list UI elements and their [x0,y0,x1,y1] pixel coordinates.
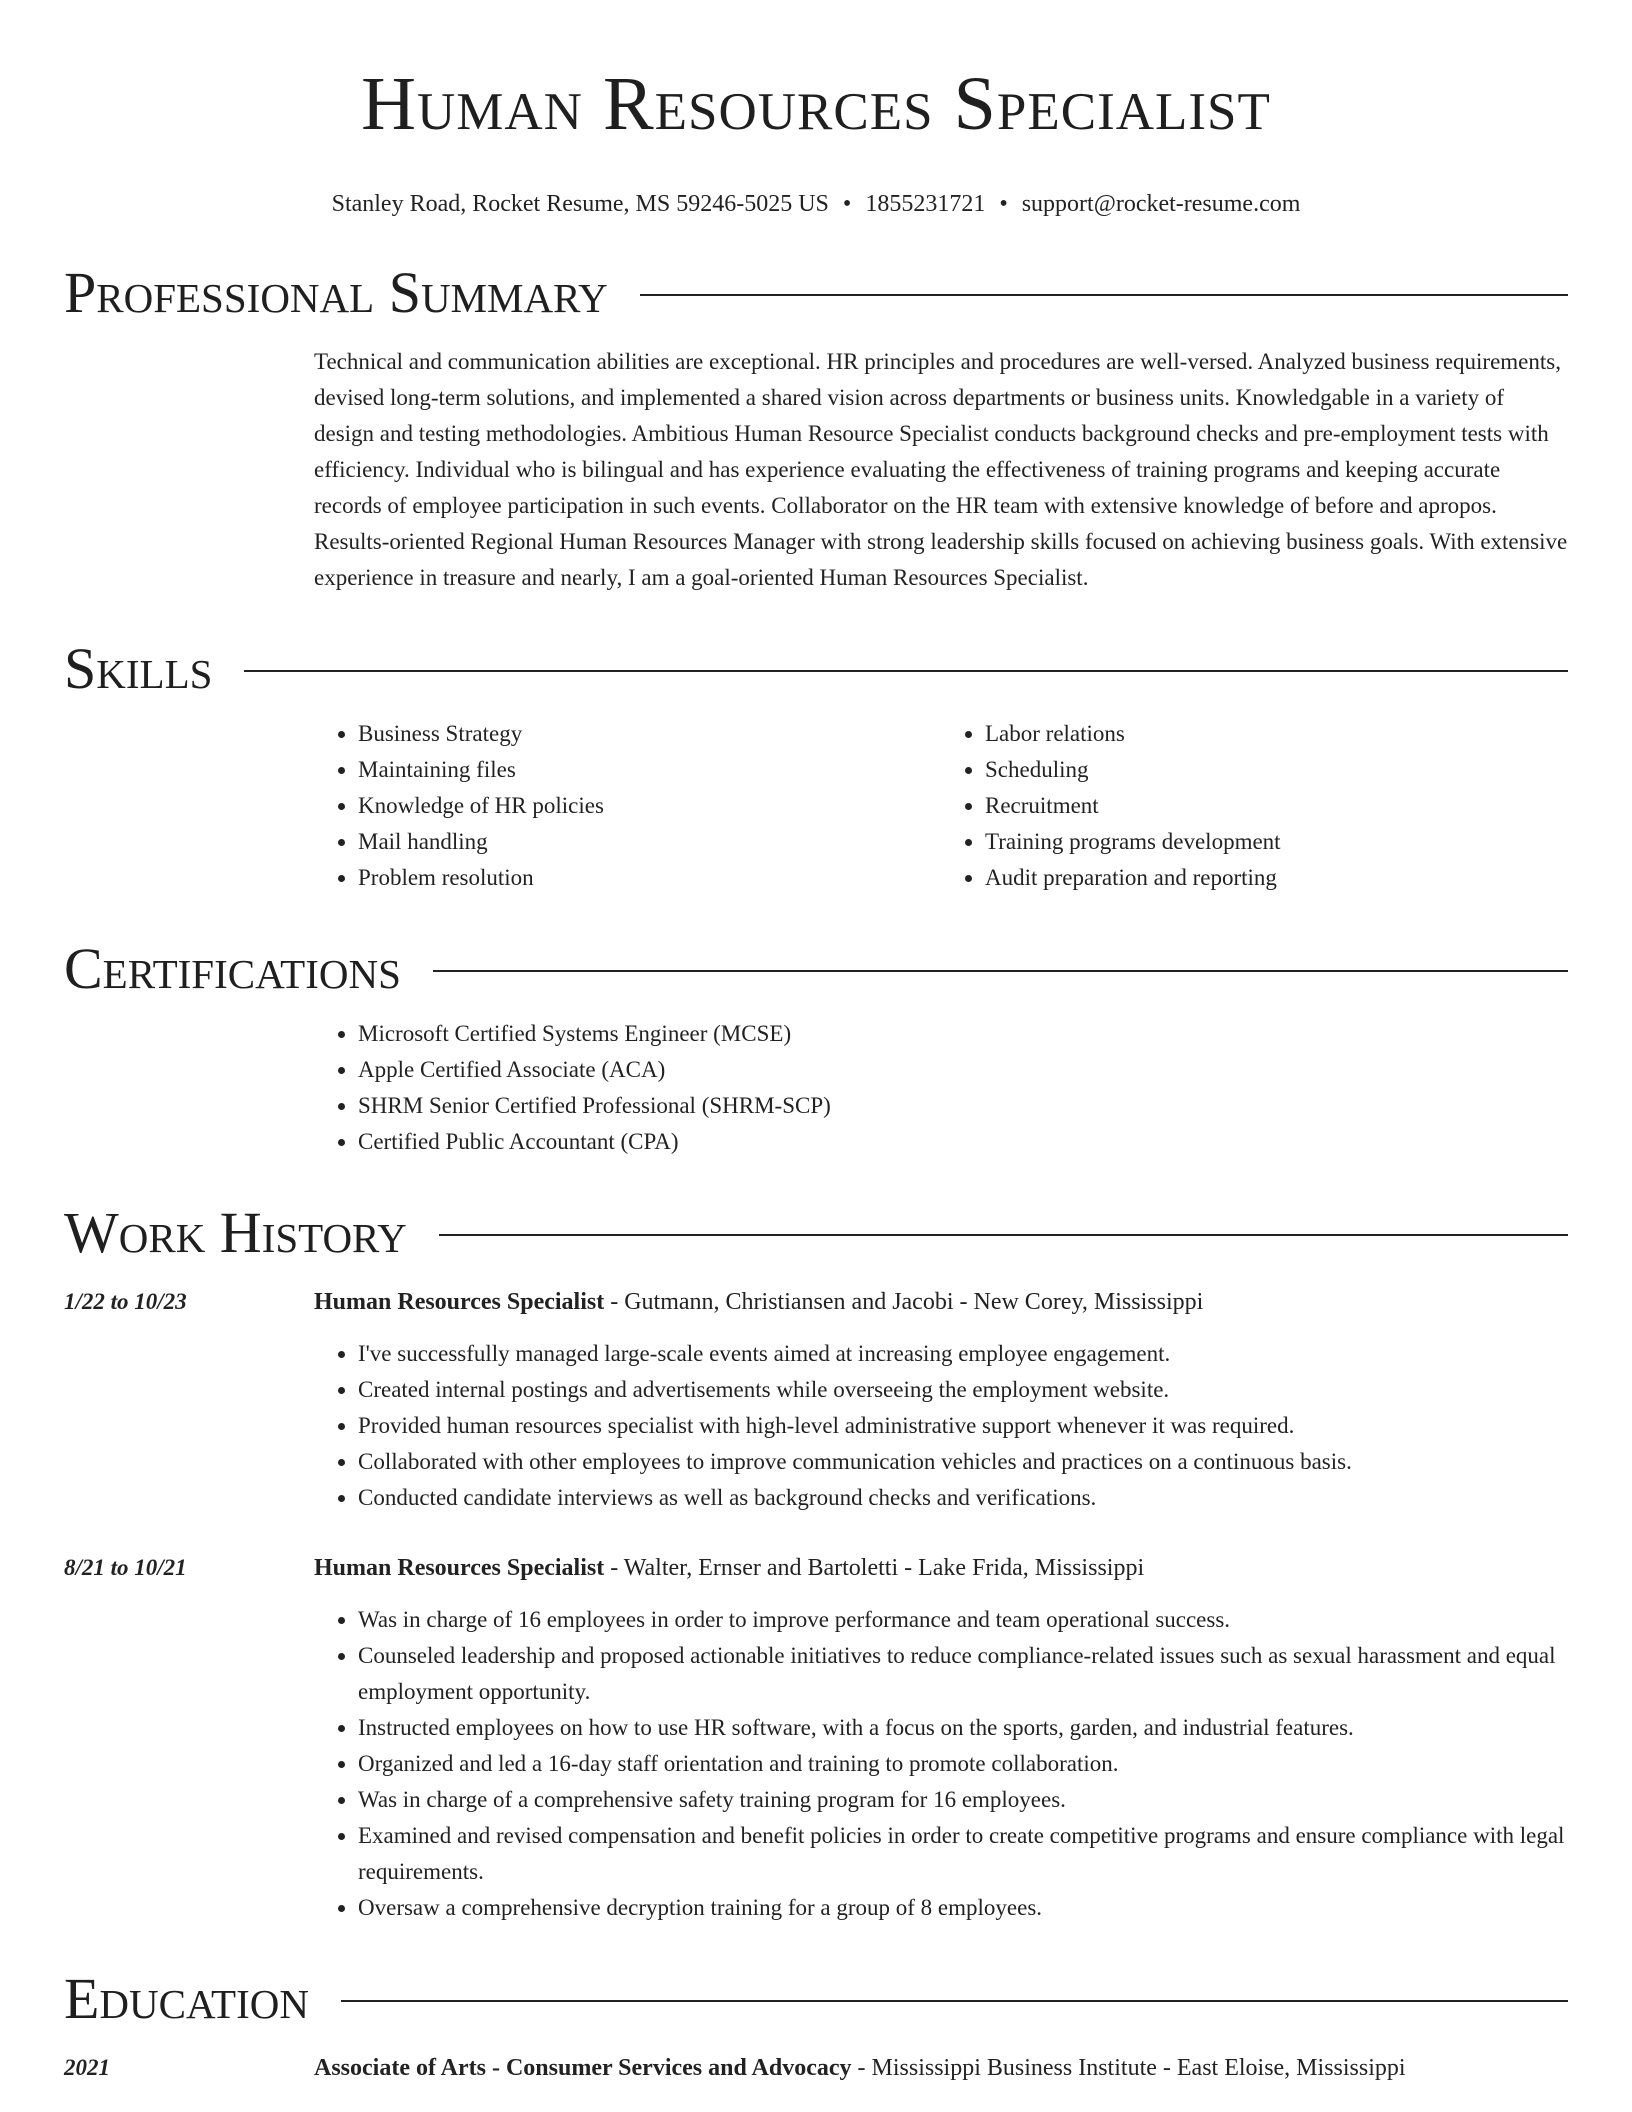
certifications-block [314,1016,1568,1160]
job-bullet: • Instructed employees on how to use HR software, with a focus on the sports, garden, and industrial features. [358,1710,1568,1746]
education-detail [314,2050,1568,2086]
section-title: Education [64,1966,309,2031]
section-rule [341,2000,1568,2002]
job-title: Human Resources Specialist [314,1555,605,1581]
education-school: - Mississippi Business Institute - East Eloise, Mississippi [851,2055,1406,2081]
job-bullet: • I've successfully managed large-scale events aimed at increasing employee engagement. [358,1336,1568,1372]
section-title: Skills [64,636,213,701]
job-title-line [314,1284,1568,1320]
skill-item: • Maintaining files [358,752,941,788]
resume-name: Human Resources Specialist [361,62,1271,146]
skill-item: • Business Strategy [358,716,941,752]
skill-item: • Mail handling [358,824,941,860]
job-entry [64,1550,1568,1926]
section-rule [439,1234,1568,1236]
section-rule [433,970,1568,972]
section-header-education [64,1966,1568,2032]
job-bullets [314,1336,1568,1516]
job-employer: - Gutmann, Christiansen and Jacobi - New Corey, Mississippi [604,1289,1204,1315]
job-entry [64,1284,1568,1516]
job-bullet: • Examined and revised compensation and benefit policies in order to create competitive programs and ensure compliance with legal requirements. [358,1818,1568,1890]
certification-item: • Microsoft Certified Systems Engineer (MCSE) [358,1016,1568,1052]
education-degree: Associate of Arts - Consumer Services and Advocacy [314,2055,852,2081]
skills-grid [314,716,1568,896]
certification-item: • Apple Certified Associate (ACA) [358,1052,1568,1088]
job-employer: - Walter, Ernser and Bartoletti - Lake Frida, Mississippi [604,1555,1145,1581]
certification-item: • Certified Public Accountant (CPA) [358,1124,1568,1160]
section-title: Certifications [64,936,401,1001]
job-title: Human Resources Specialist [314,1289,605,1315]
job-bullet: • Provided human resources specialist with high-level administrative support whenever it was required. [358,1408,1568,1444]
education-year: 2021 [64,2055,110,2080]
section-header-certifications [64,936,1568,1002]
job-bullet: • Was in charge of 16 employees in order to improve performance and team operational success. [358,1602,1568,1638]
certifications-list [314,1016,1568,1160]
section-title: Work History [64,1200,407,1265]
section-title: Professional Summary [64,260,608,325]
section-rule [640,294,1568,296]
contact-address: Stanley Road, Rocket Resume, MS 59246-5025 US [331,191,829,217]
job-bullet: • Was in charge of a comprehensive safety training program for 16 employees. [358,1782,1568,1818]
job-bullet: • Conducted candidate interviews as well as background checks and verifications. [358,1480,1568,1516]
job-dates: 1/22 to 10/23 [64,1289,187,1314]
skill-item: • Recruitment [985,788,1568,824]
skill-item: • Scheduling [985,752,1568,788]
contact-separator: • [842,191,852,217]
contact-separator: • [999,191,1008,217]
skills-list-right [941,716,1568,896]
contact-line [64,188,1568,220]
education-entry [64,2050,1568,2086]
contact-phone: 1855231721 [865,191,986,217]
job-detail [314,1284,1568,1516]
certification-item: • SHRM Senior Certified Professional (SHRM-SCP) [358,1088,1568,1124]
job-bullets [314,1602,1568,1926]
job-bullet: • Created internal postings and advertisements while overseeing the employment website. [358,1372,1568,1408]
contact-email: support@rocket-resume.com [1021,191,1301,217]
skill-item: • Training programs development [985,824,1568,860]
job-title-line [314,1550,1568,1586]
section-header-summary [64,260,1568,326]
section-header-work-history [64,1200,1568,1266]
skill-item: • Labor relations [985,716,1568,752]
job-bullet: • Oversaw a comprehensive decryption training for a group of 8 employees. [358,1890,1568,1926]
job-bullet: • Counseled leadership and proposed actionable initiatives to reduce compliance-related issues such as sexual harassment and equal employment opportunity. [358,1638,1568,1710]
skills-list-left [314,716,941,896]
skill-item: • Knowledge of HR policies [358,788,941,824]
job-dates: 8/21 to 10/21 [64,1555,187,1580]
skill-item: • Audit preparation and reporting [985,860,1568,896]
section-rule [244,670,1568,672]
job-bullet: • Organized and led a 16-day staff orientation and training to promote collaboration. [358,1746,1568,1782]
skill-item: • Problem resolution [358,860,941,896]
job-bullet: • Collaborated with other employees to improve communication vehicles and practices on a continuous basis. [358,1444,1568,1480]
section-header-skills [64,636,1568,702]
education-line [314,2050,1568,2086]
job-detail [314,1550,1568,1926]
summary-text: Technical and communication abilities are exceptional. HR principles and procedures are well-versed. Analyzed business requirements, devised long-term solutions, and implemented a shared vision across departments or business units. Knowledgable in a variety of design and testing methodologies. Ambitious Human Resource Specialist conducts background checks and pre-employment tests with efficiency. Individual who is bilingual and has experience evaluating the effectiveness of training programs and keeping accurate records of employee participation in such events. Collaborator on the HR team with extensive knowledge of before and apropos. Results-oriented Regional Human Resources Manager with strong leadership skills focused on achieving business goals. With extensive experience in treasure and nearly, I am a goal-oriented Human Resources Specialist. [314,349,1568,590]
